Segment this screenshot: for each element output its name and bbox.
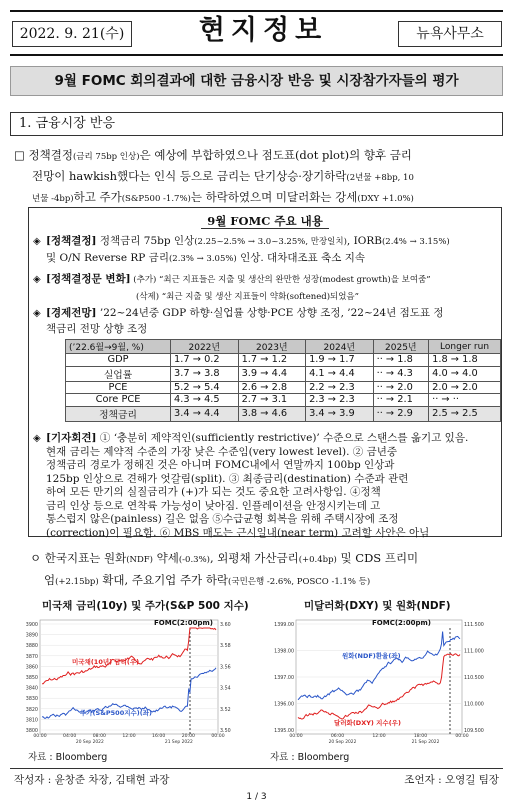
x-date: 20 Sep 2022 bbox=[328, 740, 357, 745]
spx-note: (S&P500 -1.7%) bbox=[121, 194, 191, 204]
fomc-summary-box bbox=[28, 207, 502, 537]
y-tick-right: 3.58 bbox=[220, 644, 231, 650]
table-row: PCE 5.2 → 5.4 2.6 → 2.8 2.2 → 2.3 ·· → 2.0 2.0 → 2.0 bbox=[66, 381, 501, 394]
report-header bbox=[10, 10, 503, 56]
y-tick-left: 3850 bbox=[25, 676, 38, 681]
header-rule-top bbox=[10, 10, 503, 12]
y-tick-left: 3840 bbox=[25, 686, 38, 692]
y-tick-right: 111.000 bbox=[464, 649, 484, 655]
report-footer bbox=[10, 768, 503, 788]
report-subtitle: 9월 FOMC 회의결과에 대한 금융시장 반응 및 시장참가자들의 평가 bbox=[10, 66, 503, 96]
report-office: 뉴욕사무소 bbox=[398, 21, 502, 47]
diamond-icon: ◈ bbox=[33, 308, 41, 319]
table-row: 실업률 3.7 → 3.8 3.9 → 4.4 4.1 → 4.4 ·· → 4.3 4.0 → 4.0 bbox=[66, 366, 501, 381]
y-tick-right: 109.500 bbox=[464, 729, 484, 734]
dxy-note: (DXY +1.0%) bbox=[357, 194, 414, 204]
x-tick: 08:00 bbox=[92, 734, 106, 739]
policy-decision-item: ◈ [정책결정] 정책금리 75bp 인상(2.25~2.5% → 3.0~3.25%, 만장일치), IORB(2.4% → 3.15%) 및 O/N Reverse RP 금리(2.3% → 3.05%) 인상. 대차대조표 축소 지속 bbox=[33, 235, 450, 264]
x-tick: 16:00 bbox=[152, 734, 166, 739]
diamond-icon: ◈ bbox=[33, 236, 41, 247]
diamond-icon: ◈ bbox=[33, 433, 41, 444]
dollar-won-chart bbox=[262, 614, 504, 754]
paragraph-market-reaction bbox=[14, 146, 502, 209]
report-title: 현지정보 bbox=[198, 15, 328, 46]
page-number: 1 / 3 bbox=[246, 792, 267, 802]
x-tick: 12:00 bbox=[122, 734, 136, 739]
paragraph-korea-indicators: ㅇ 한국지표는 원화(NDF) 약세(-0.3%), 외평채 가산금리(+0.4bp) 및 CDS 프리미 엄(+2.15bp) 확대, 주요기업 주가 하락(국민은행 -2.6%, POSCO -1.1% 등) bbox=[30, 551, 419, 587]
x-tick: 00:00 bbox=[289, 734, 303, 739]
right-chart-title: 미달러화(DXY) 및 원화(NDF) bbox=[304, 600, 451, 612]
x-tick: 20:00 bbox=[181, 734, 195, 739]
item-label: [정책결정] bbox=[46, 235, 97, 247]
x-date: 20 Sep 2022 bbox=[75, 740, 104, 745]
y-tick-left: 1396.00 bbox=[274, 702, 294, 708]
y-tick-right: 3.60 bbox=[220, 623, 231, 628]
fomc-label: FOMC(2:00pm) bbox=[154, 619, 213, 627]
indent-line bbox=[14, 167, 502, 188]
y-tick-left: 3810 bbox=[25, 718, 38, 724]
y-tick-left: 3870 bbox=[25, 654, 38, 660]
y-tick-right: 111.500 bbox=[464, 623, 484, 628]
item-label: [경제전망] bbox=[46, 307, 97, 319]
item-label: [정책결정문 변화] bbox=[46, 273, 131, 285]
projection-table bbox=[65, 339, 501, 422]
report-date: 2022. 9. 21(수) bbox=[12, 21, 132, 47]
table-header: (’22.6월→9월, %) bbox=[66, 340, 171, 354]
rate-note: (금리 75bp 인상) bbox=[72, 152, 140, 162]
yield-note: (2년물 +8bp, 10 bbox=[346, 173, 414, 183]
indent-line bbox=[14, 188, 502, 209]
table-header: 2025년 bbox=[373, 340, 429, 354]
diamond-icon: ◈ bbox=[33, 274, 41, 285]
y-tick-left: 1399.00 bbox=[274, 623, 294, 628]
press-conference-item: ◈ [기자회견] ① ‘충분히 제약적인(sufficiently restrictive)’ 수준으로 스탠스를 옮기고 있음. 현재 금리는 제약적 수준의 가장 낮은 수준임(very lowest level). ② 금년중 정책금리 경로가 정해진 것은 아니며 FOMC내에서 연말까지 100bp 인상과 125bp 인상으로 견해가 엇갈림(split). ③ 최종금리(destination) 수준과 관련 하여 모든 만기의 실질금리가 (+)가 되는 것도 중요한 고려사항임. ④정책 금리 인상 등으로 연착륙 가능성이 낮아짐. 인플레이션을 안정시키는데 고 통스럽지 않은(painless) 길은 없음 ⑤수급균형 회복을 위해 주택시장에 조정 (correction)이 필요함. ⑥ MBS 매도는 근시일내(near term) 고려할 사안은 아님 bbox=[33, 432, 469, 539]
stock-text: 하고 주가 bbox=[73, 190, 122, 204]
left-chart-source: 자료 : Bloomberg bbox=[28, 752, 108, 763]
treasury-series-label: 미국채(10년) 금리(우) bbox=[72, 658, 140, 666]
table-header: 2023년 bbox=[238, 340, 306, 354]
table-header: 2024년 bbox=[306, 340, 374, 354]
authors: 작성자 : 윤창준 차장, 김태현 과장 bbox=[14, 774, 170, 786]
dollar-text: 는 하락하였으며 미달러화는 강세 bbox=[190, 190, 358, 204]
x-tick: 00:00 bbox=[211, 734, 225, 739]
yield-note-2: 년물 -4bp) bbox=[32, 194, 74, 204]
y-tick-left: 3830 bbox=[25, 697, 38, 703]
y-tick-left: 1398.00 bbox=[274, 649, 294, 655]
hawkish-text: 전망이 hawkish했다는 인식 등으로 금리는 단기상승·장기하락 bbox=[32, 169, 347, 183]
y-tick-right: 110.000 bbox=[464, 702, 484, 708]
krw-series-label: 원화(NDF)환율(좌) bbox=[342, 652, 401, 660]
y-tick-right: 110.500 bbox=[464, 676, 484, 681]
advisor: 조언자 : 오영길 팀장 bbox=[404, 774, 499, 786]
x-date: 21 Sep 2022 bbox=[411, 740, 440, 745]
table-header: 2022년 bbox=[171, 340, 239, 354]
y-tick-left: 3860 bbox=[25, 665, 38, 671]
x-date: 21 Sep 2022 bbox=[164, 740, 193, 745]
treasury-spx-chart bbox=[14, 614, 244, 754]
y-tick-left: 3900 bbox=[25, 623, 38, 628]
y-tick-right: 3.54 bbox=[220, 686, 231, 692]
table-header-row bbox=[66, 340, 501, 354]
dot-plot-text: 은 예상에 부합하였으나 점도표(dot plot)의 향후 금리 bbox=[139, 148, 412, 162]
x-tick: 00:00 bbox=[33, 734, 47, 739]
policy-decision: 정책결정 bbox=[28, 148, 73, 162]
spx-series-label: 주가(S&P500지수)(좌) bbox=[80, 709, 152, 717]
x-tick: 12:00 bbox=[372, 734, 386, 739]
x-tick: 06:00 bbox=[330, 734, 345, 739]
box-title: 9월 FOMC 주요 내용 bbox=[29, 213, 501, 229]
statement-change-item: ◈ [정책결정문 변화] (추가) “최근 지표들은 지출 및 생산의 완만한 성장(modest growth)을 보여줌” (삭제) “최근 지출 및 생산 지표들이 약화(softened)되었음” bbox=[33, 273, 431, 302]
y-tick-left: 3880 bbox=[25, 644, 38, 650]
table-row: 정책금리 3.4 → 4.4 3.8 → 4.6 3.4 → 3.9 ·· → 2.9 2.5 → 2.5 bbox=[66, 406, 501, 421]
section-heading: 1. 금융시장 반응 bbox=[10, 112, 503, 136]
left-chart-title: 미국채 금리(10y) 및 주가(S&P 500 지수) bbox=[42, 600, 249, 612]
right-chart-source: 자료 : Bloomberg bbox=[270, 752, 350, 763]
y-tick-right: 3.56 bbox=[220, 665, 231, 671]
y-tick-left: 1397.00 bbox=[274, 676, 294, 681]
y-tick-left: 3820 bbox=[25, 707, 38, 713]
fomc-label: FOMC(2:00pm) bbox=[372, 619, 431, 627]
table-header: Longer run bbox=[429, 340, 501, 354]
dxy-series-label: 달러화(DXY) 지수(우) bbox=[334, 719, 401, 727]
square-bullet: □ bbox=[14, 148, 25, 162]
table-row: GDP 1.7 → 0.2 1.7 → 1.2 1.9 → 1.7 ·· → 1.8 1.8 → 1.8 bbox=[66, 354, 501, 367]
y-tick-right: 3.50 bbox=[220, 729, 231, 734]
x-tick: 04:00 bbox=[63, 734, 77, 739]
y-tick-left: 1395.00 bbox=[274, 729, 294, 734]
table-row: Core PCE 4.3 → 4.5 2.7 → 3.1 2.3 → 2.3 ·· → 2.1 ·· → ·· bbox=[66, 394, 501, 407]
header-rule-bottom bbox=[10, 54, 503, 56]
circle-bullet: ㅇ bbox=[30, 551, 42, 565]
x-tick: 18:00 bbox=[413, 734, 428, 739]
y-tick-right: 3.52 bbox=[220, 707, 231, 713]
y-tick-left: 3800 bbox=[25, 729, 38, 734]
y-tick-left: 3890 bbox=[25, 633, 38, 639]
item-label: [기자회견] bbox=[46, 432, 97, 444]
x-tick: 00:00 bbox=[455, 734, 469, 739]
economic-outlook-item: ◈ [경제전망] ’22~24년중 GDP 하향·실업률 상향·PCE 상향 조정, ’22~24년 점도표 정 책금리 전망 상향 조정 bbox=[33, 307, 444, 335]
